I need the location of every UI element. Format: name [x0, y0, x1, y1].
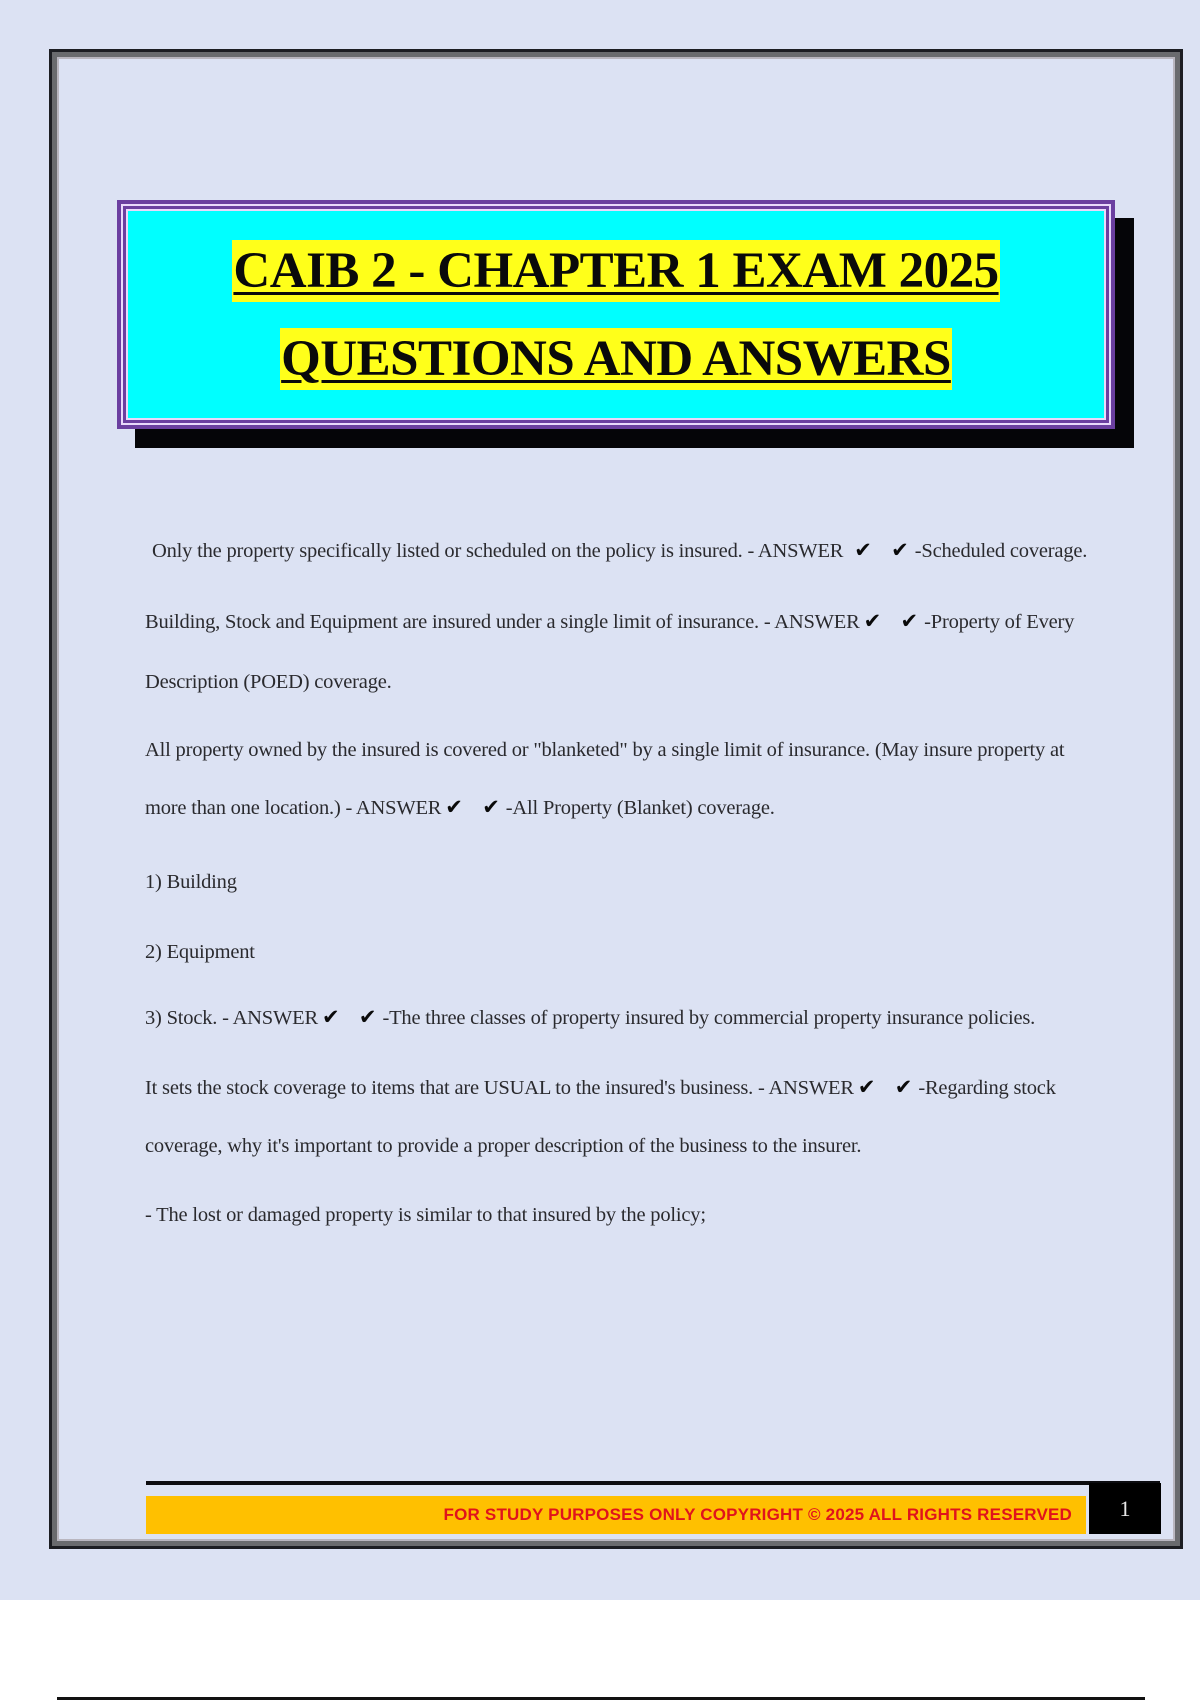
answer-text: -All Property (Blanket) coverage. — [505, 797, 775, 819]
qa-item — [145, 1058, 1095, 1175]
question-text: Only the property specifically listed or scheduled on the policy is insured. - ANSWER — [152, 540, 844, 562]
title-box — [117, 200, 1115, 429]
question-text: It sets the stock coverage to items that are USUAL to the insured's business. - ANSWER — [145, 1077, 854, 1099]
qa-content — [145, 520, 1095, 1255]
double-check-icon: ✔ ✔ — [857, 1075, 919, 1099]
double-check-icon: ✔ ✔ — [854, 538, 915, 562]
qa-item — [145, 847, 1095, 987]
qa-item — [145, 987, 1095, 1048]
question-text: - The lost or damaged property is similar to that insured by the policy; — [145, 1204, 706, 1226]
title-box-outer-ring — [121, 204, 1111, 425]
qa-item — [145, 722, 1095, 837]
document-title-line-2: QUESTIONS AND ANSWERS — [280, 328, 952, 390]
qa-item — [145, 591, 1095, 712]
double-check-icon: ✔ ✔ — [321, 1005, 383, 1029]
double-check-icon: ✔ ✔ — [863, 609, 925, 633]
answer-text: -The three classes of property insured by commercial property insurance policies. — [382, 1007, 1036, 1029]
list-line: 2) Equipment — [145, 941, 255, 963]
double-check-icon: ✔ ✔ — [445, 795, 506, 819]
qa-item — [145, 520, 1095, 581]
answer-text: -Property of Every Description (POED) coverage. — [145, 611, 1075, 693]
answer-text: -Scheduled coverage. — [914, 540, 1088, 562]
qa-item — [145, 1185, 1095, 1245]
footer-rule — [146, 1481, 1160, 1485]
title-box-inner — [126, 209, 1106, 420]
question-text: Building, Stock and Equipment are insured under a single limit of insurance. - ANSWER — [145, 611, 860, 633]
copyright-notice: FOR STUDY PURPOSES ONLY COPYRIGHT © 2025 ALL RIGHTS RESERVED — [443, 1505, 1072, 1524]
answer-text: -Regarding stock coverage, why it's important to provide a proper description of the business to the insurer. — [145, 1077, 1056, 1157]
question-text: 3) Stock. - ANSWER — [145, 1007, 318, 1029]
document-title-line-1: CAIB 2 - CHAPTER 1 EXAM 2025 — [232, 240, 999, 302]
page-number: 1 — [1089, 1483, 1161, 1534]
question-text: All property owned by the insured is covered or "blanketed" by a single limit of insurance. (May insure property at more than one location.) - ANSWER — [145, 739, 1065, 819]
footer-band — [146, 1496, 1086, 1534]
list-line: 1) Building — [145, 871, 237, 893]
